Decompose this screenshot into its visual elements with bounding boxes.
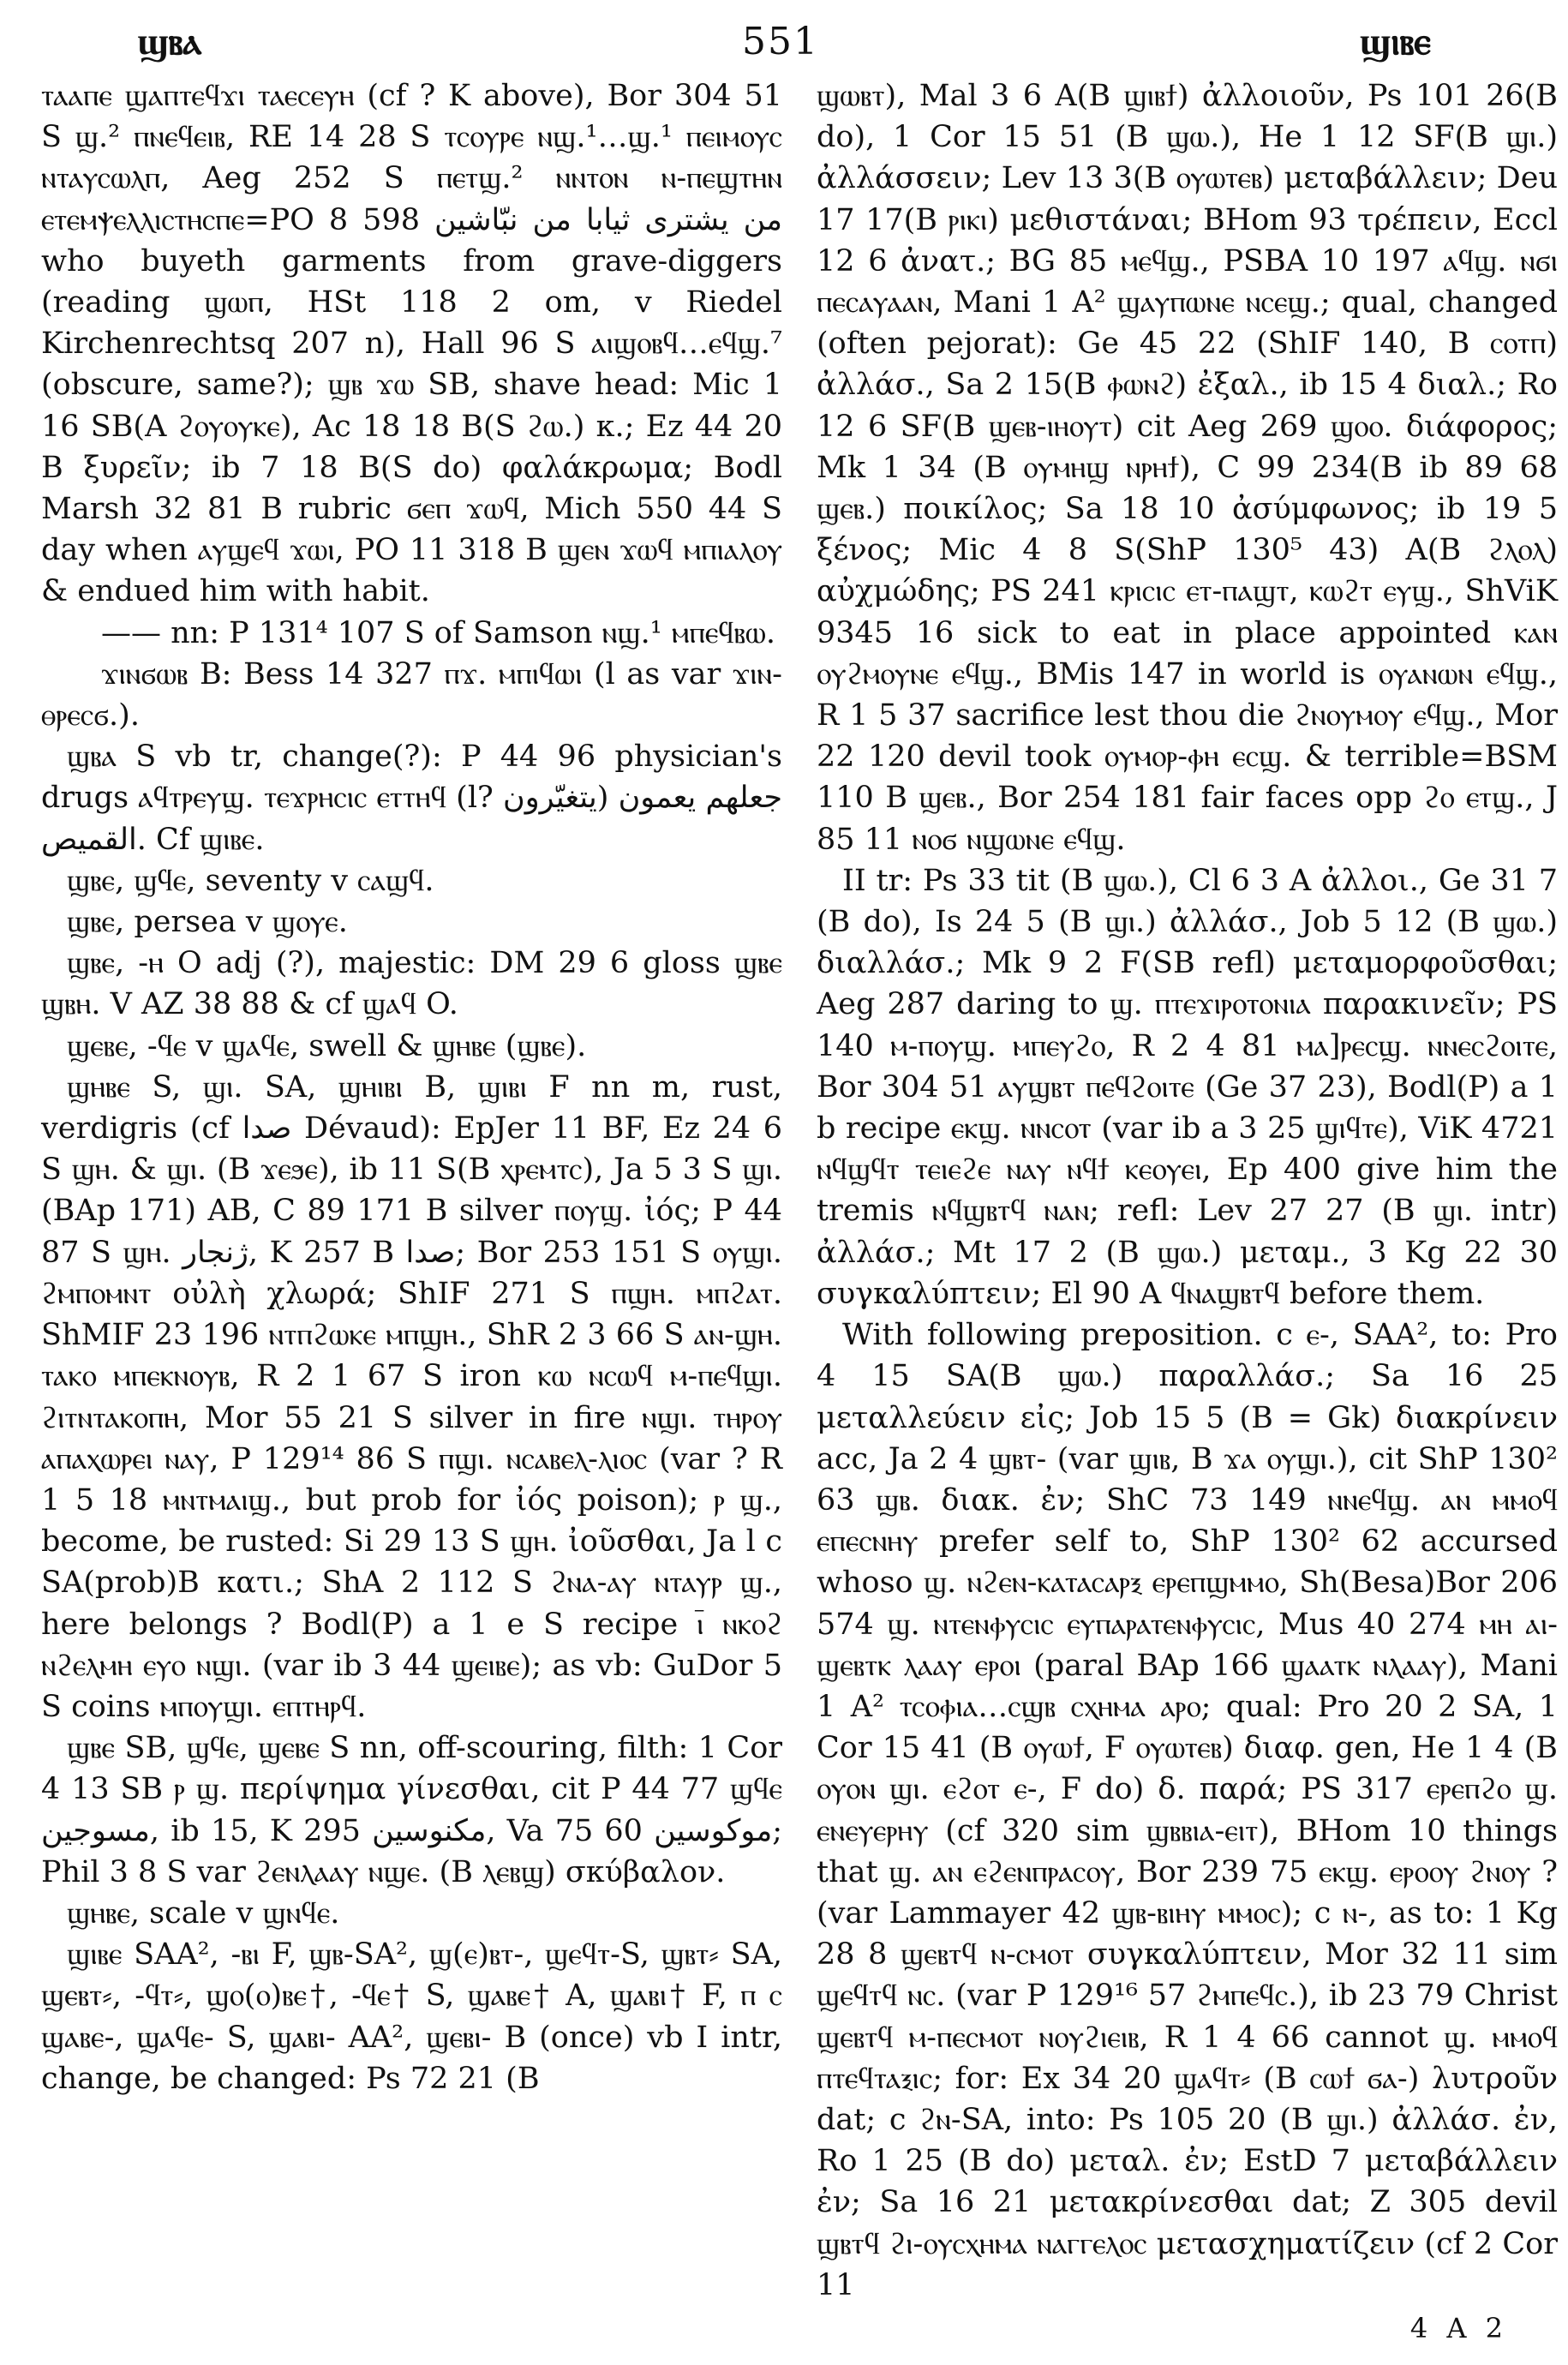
dictionary-entry: ϣⲃⲉ, persea v ϣⲟⲩⲉ. xyxy=(67,905,348,940)
page-number: 551 xyxy=(741,19,819,63)
dictionary-entry: ϣⲉⲃⲉ, -ϥⲉ v ϣⲁϥⲉ, swell & ϣⲏⲃⲉ (ϣⲃⲉ). xyxy=(67,1028,587,1063)
dictionary-entry: ϣⲱⲃⲧ), Mal 3 6 A(B ϣⲓⲃϯ) ἀλλοιοῦν, Ps 101 26(B do), 1 Cor 15 51 (B ϣⲱ.), He 1 12 SF(B ϣⲓ.) ἀλλάσσειν; Lev 13 3(B ⲟⲩⲱⲧⲉⲃ) μεταβάλλειν; Deu 17 17(B ⲣⲓⲕⲓ) μεθιστάναι; BHom 93 τρέπειν, Eccl 12 6 ἀνατ.; BG 85 ⲙⲉϥϣ., PSBA 10 197 ⲁϥϣ. ⲛϭⲓ ⲡⲉⲥⲁⲩⲁⲁⲛ, Mani 1 A² ϣⲁⲩⲡⲱⲛⲉ ⲛⲥⲉϣ.; qual, changed (often pejorat): Ge 45 22 (ShIF 140, B ⲥⲟⲧⲡ) ἀλλάσ., Sa 2 15(B ⲫⲱⲛϩ) ἐξαλ., ib 15 4 διαλ.; Ro 12 6 SF(B ϣⲉⲃ-ⲓⲏⲟⲩⲧ) cit Aeg 269 ϣⲟⲟ. διάφορος; Mk 1 34 (B ⲟⲩⲙⲏϣ ⲛⲣⲏϯ), C 99 234(B ib 89 68 ϣⲉⲃ.) ποικίλος; Sa 18 10 ἀσύμφωνος; ib 19 5 ξένος; Mic 4 8 S(ShP 130⁵ 43) A(B ϩⲗⲟⲗ) αὐχμώδης; PS 241 ⲕⲣⲓⲥⲓⲥ ⲉⲧ-ⲡⲁϣⲧ, ⲕⲱϩⲧ ⲉⲩϣ., ShViK 9345 16 sick to eat in place appointed ⲕⲁⲛ ⲟⲩϩⲙⲟⲩⲛⲉ ⲉϥϣ., BMis 147 in world is ⲟⲩⲁⲛⲱⲛ ⲉϥϣ., R 1 5 37 sacrifice lest thou die ϩⲛⲟⲩⲙⲟⲩ ⲉϥϣ., Mor 22 120 devil took ⲟⲩⲙⲟⲣ-ⲫⲏ ⲉⲥϣ. & terrible=BSM 110 B ϣⲉⲃ., Bor 254 181 fair faces opp ϩⲟ ⲉⲧϣ., J 85 11 ⲛⲟϭ ⲛϣⲱⲛⲉ ⲉϥϣ. xyxy=(817,79,1558,857)
dictionary-entry: ϫⲓⲛϭⲱⲃ B: Bess 14 327 ⲡϫ. ⲙⲡⲓϥⲱⲓ (l as var ϫⲓⲛ-ⲑⲣⲉⲥϭ.). xyxy=(41,656,782,733)
dictionary-entry: ϣⲏⲃⲉ, scale v ϣⲛϥⲉ. xyxy=(67,1895,340,1931)
dictionary-entry: II tr: Ps 33 tit (B ϣⲱ.), Cl 6 3 A ἀλλοι., Ge 31 7 (B do), Is 24 5 (B ϣⲓ.) ἀλλάσ., Job 5 12 (B ϣⲱ.) διαλλάσ.; Mk 9 2 F(SB refl) μεταμορφοῦσθαι; Aeg 287 daring to ϣ. ⲡⲧⲉϫⲓⲣⲟⲧⲟⲛⲓⲁ παρακινεῖν; PS 140 ⲙ-ⲡⲟⲩϣ. ⲙⲡⲉⲩϩⲟ, R 2 4 81 ⲙⲁ]ⲣⲉⲥϣ. ⲛⲛⲉⲥϩⲟⲓⲧⲉ, Bor 304 51 ⲁⲩϣⲃⲧ ⲡⲉϥϩⲟⲓⲧⲉ (Ge 37 23), Bodl(P) a 1 b recipe ⲉⲕϣ. ⲛⲛⲥⲟⲧ (var ib a 3 25 ϣⲓϥⲧⲉ), ViK 4721 ⲛϥϣϥⲧ ⲧⲉⲓⲉϩⲉ ⲛⲁⲩ ⲛϥϯ ⲕⲉⲟⲩⲉⲓ, Ep 400 give him the tremis ⲛϥϣⲃⲧϥ ⲛⲁⲛ; refl: Lev 27 27 (B ϣⲓ. intr) ἀλλάσ.; Mt 17 2 (B ϣⲱ.) μεταμ., 3 Kg 22 30 συγκαλύπτειν; El 90 A ϥⲛⲁϣⲃⲧϥ before them. xyxy=(817,863,1558,1311)
dictionary-entry: ϣⲏⲃⲉ S, ϣⲓ. SA, ϣⲏⲓⲃⲓ B, ϣⲓⲃⲓ F nn m, rust, verdigris (cf صدا Dévaud): EpJer 11 BF, Ez 24 6 S ϣⲏ. & ϣⲓ. (B ϫⲉϧⲉ), ib 11 S(B ⲭⲣⲉⲙⲧⲥ), Ja 5 3 S ϣⲓ. (BAp 171) AB, C 89 171 B silver ⲡⲟⲩϣ. ἰός; P 44 87 S ϣⲏ. ژنجار, K 257 B صدا; Bor 253 151 S ⲟⲩϣⲓ. ϩⲙⲡⲟⲙⲛⲧ οὐλὴ χλωρά; ShIF 271 S ⲡϣⲏ. ⲙⲡϩⲁⲧ. ShMIF 23 196 ⲛⲧⲡϩⲱⲕⲉ ⲙⲡϣⲏ., ShR 2 3 66 S ⲁⲛ-ϣⲏ. ⲧⲁⲕⲟ ⲙⲡⲉⲕⲛⲟⲩⲃ, R 2 1 67 S iron ⲕⲱ ⲛⲥⲱϥ ⲙ-ⲡⲉϥϣⲓ. ϩⲓⲧⲛⲧⲁⲕⲟⲡⲏ, Mor 55 21 S silver in fire ⲛϣⲓ. ⲧⲏⲣⲟⲩ ⲁⲡⲁⲭⲱⲣⲉⲓ ⲛⲁⲩ, P 129¹⁴ 86 S ⲡϣⲓ. ⲛⲥⲁⲃⲉⲗ-ⲗⲓⲟⲥ (var ? R 1 5 18 ⲙⲛⲧⲙⲁⲓϣ., but prob for ἰός poison); ⲣ ϣ., become, be rusted: Si 29 13 S ϣⲏ. ἰοῦσθαι, Ja l c SA(prob)B κατι.; ShA 2 112 S ϩⲛⲁ-ⲁⲩ ⲛⲧⲁⲩⲣ ϣ., here belongs ? Bodl(P) a 1 e S recipe ⲓ̅ ⲛⲕⲟϩ ⲛϩⲉⲗⲙⲏ ⲉⲩⲟ ⲛϣⲓ. (var ib 3 44 ϣⲉⲓⲃⲉ); as vb: GuDor 5 S coins ⲙⲡⲟⲩϣⲓ. ⲉⲡⲧⲏⲣϥ. xyxy=(41,1069,782,1724)
dictionary-entry: ϣⲓⲃⲉ SAA², -ⲃⲓ F, ϣⲃ-SA², ϣ(ⲉ)ⲃⲧ-, ϣⲉϥⲧ-S, ϣⲃⲧ⸗ SA, ϣⲉⲃⲧ⸗, -ϥⲧ⸗, ϣⲟ(ⲟ)ⲃⲉ†, -ϥⲉ† S, ϣⲁⲃⲉ† A, ϣⲁⲃⲓ† F, ⲡ ⲥ ϣⲁⲃⲉ-, ϣⲁϥⲉ- S, ϣⲁⲃⲓ- AA², ϣⲉⲃⲓ- B (once) vb I intr, change, be changed: Ps 72 21 (B xyxy=(41,1937,782,2096)
right-running-headword: ϣⲓⲃⲉ xyxy=(1359,19,1431,63)
dictionary-entry: ϣⲃⲉ, ϣϥⲉ, seventy v ⲥⲁϣϥ. xyxy=(67,863,434,898)
left-column xyxy=(41,75,782,2099)
left-running-headword: ϣⲃⲁ xyxy=(137,19,202,63)
dictionary-entry: ⲧⲁⲁⲡⲉ ϣⲁⲡⲧⲉϥϫⲓ ⲧⲁⲉⲥⲉⲩⲏ (cf ? K above), Bor 304 51 S ϣ.² ⲡⲛⲉϥⲉⲓⲃ, RE 14 28 S ⲧⲥⲟⲩⲣⲉ ⲛϣ.¹…ϣ.¹ ⲡⲉⲓⲙⲟⲩⲥ ⲛⲧⲁⲩⲥⲱⲗⲡ, Aeg 252 S ⲡⲉⲧϣ.² ⲛⲛⲧⲟⲛ ⲛ-ⲡⲉϣⲧⲏⲛ ⲉⲧⲉⲙⲯⲉⲗⲗⲓⲥⲧⲏⲥⲡⲉ=PO 8 598 من يشترى ثيابا من نبّاشين who buyeth garments from grave-diggers (reading ϣⲱⲡ, HSt 118 2 om, v Riedel Kirchenrechtsq 207 n), Hall 96 S ⲁⲓϣⲟⲃϥ…ⲉϥϣ.⁷ (obscure, same?); ϣⲃ ϫⲱ SB, shave head: Mic 1 16 SB(A ϩⲟⲩⲟⲩⲕⲉ), Ac 18 18 B(S ϩⲱ.) κ.; Ez 44 20 B ξυρεῖν; ib 7 18 B(S do) φαλάκρωμα; Bodl Marsh 32 81 B rubric ϭⲉⲡ ϫⲱϥ, Mich 550 44 S day when ⲁⲩϣⲉϥ ϫⲱⲓ, PO 11 318 B ϣⲉⲛ ϫⲱϥ ⲙⲡⲓⲁⲗⲟⲩ & endued him with habit. xyxy=(41,79,782,609)
dictionary-entry: ϣⲃⲉ SB, ϣϥⲉ, ϣⲉⲃⲉ S nn, off-scouring, filth: 1 Cor 4 13 SB ⲣ ϣ. περίψημα γίνεσθαι, cit P 44 77 ϣϥⲉ مسوجين, ib 15, K 295 مكنوسين, Va 75 60 موكوسين; Phil 3 8 S var ϩⲉⲛⲗⲁⲁⲩ ⲛϣⲉ. (B ⲗⲉⲃϣ) σκύβαλον. xyxy=(41,1731,782,1889)
running-header xyxy=(43,15,1525,67)
dictionary-entry: ϣⲃⲁ S vb tr, change(?): P 44 96 physician's drugs ⲁϥⲧⲣⲉⲩϣ. ⲧⲉϫⲣⲏⲥⲓⲥ ⲉⲧⲧⲏϥ (l? يتغيّرون) جعلهم يعمون القميص. Cf ϣⲓⲃⲉ. xyxy=(41,739,782,857)
dictionary-entry: ϣⲃⲉ, -ⲏ O adj (?), majestic: DM 29 6 gloss ϣⲃⲉ ϣⲃⲏ. V AZ 38 88 & cf ϣⲁϥ O. xyxy=(41,946,782,1022)
right-column xyxy=(817,75,1558,2306)
signature-mark: 4 A 2 xyxy=(1409,2312,1508,2344)
dictionary-entry: —— nn: P 131⁴ 107 S of Samson ⲛϣ.¹ ⲙⲡⲉϥⲃⲱ. xyxy=(101,615,775,650)
dictionary-entry: With following preposition. c ⲉ-, SAA², to: Pro 4 15 SA(B ϣⲱ.) παραλλάσ.; Sa 16 25 μεταλλεύειν εἰς; Job 15 5 (B = Gk) διακρίνειν acc, Ja 2 4 ϣⲃⲧ- (var ϣⲓⲃ, B ϫⲁ ⲟⲩϣⲓ.), cit ShP 130² 63 ϣⲃ. διακ. ἐν; ShC 73 149 ⲛⲛⲉϥϣ. ⲁⲛ ⲙⲙⲟϥ ⲉⲡⲉⲥⲛⲏⲩ prefer self to, ShP 130² 62 accursed whoso ϣ. ⲛϩⲉⲛ-ⲕⲁⲧⲁⲥⲁⲣⲝ ⲉⲣⲉⲡϣⲙⲙⲟ, Sh(Besa)Bor 206 574 ϣ. ⲛⲧⲉⲛⲫⲩⲥⲓⲥ ⲉⲩⲡⲁⲣⲁⲧⲉⲛⲫⲩⲥⲓⲥ, Mus 40 274 ⲙⲏ ⲁⲓ-ϣⲉⲃⲧⲕ ⲗⲁⲁⲩ ⲉⲣⲟⲓ (paral BAp 166 ϣⲁⲁⲧⲕ ⲛⲗⲁⲁⲩ), Mani 1 A² ⲧⲥⲟⲫⲓⲁ…ⲥϣⲃ ⲥⲭⲏⲙⲁ ⲁⲣⲟ; qual: Pro 20 2 SA, 1 Cor 15 41 (B ⲟⲩⲱϯ, F ⲟⲩⲱⲧⲉⲃ) διαφ. gen, He 1 4 (B ⲟⲩⲟⲛ ϣⲓ. ⲉϩⲟⲧ ⲉ-, F do) δ. παρά; PS 317 ⲉⲣⲉⲡϩⲟ ϣ. ⲉⲛⲉⲩⲉⲣⲏⲩ (cf 320 sim ϣⲃⲃⲓⲁ-ⲉⲓⲧ), BHom 10 things that ϣ. ⲁⲛ ⲉϩⲉⲛⲡⲣⲁⲥⲟⲩ, Bor 239 75 ⲉⲕϣ. ⲉⲣⲟⲟⲩ ϩⲛⲟⲩ ? (var Lammayer 42 ϣⲃ-ⲃⲓⲏⲩ ⲙⲙⲟⲥ); c ⲛ-, as to: 1 Kg 28 8 ϣⲉⲃⲧϥ ⲛ-ⲥⲙⲟⲧ συγκαλύπτειν, Mor 32 11 sim ϣⲉϥⲧϥ ⲛⲥ. (var P 129¹⁶ 57 ϩⲙⲡⲉϥⲥ.), ib 23 79 Christ ϣⲉⲃⲧϥ ⲙ-ⲡⲉⲥⲙⲟⲧ ⲛⲟⲩϩⲓⲉⲓⲃ, R 1 4 66 cannot ϣ. ⲙⲙⲟϥ ⲡⲧⲉϥⲧⲁⲝⲓⲥ; for: Ex 34 20 ϣⲁϥⲧ⸗ (B ⲥⲱϯ ϭⲁ-) λυτροῦν dat; c ϩⲛ-SA, into: Ps 105 20 (B ϣⲓ.) ἀλλάσ. ἐν, Ro 1 25 (B do) μεταλ. ἐν; EstD 7 μεταβάλλειν ἐν; Sa 16 21 μετακρίνεσθαι dat; Z 305 devil ϣⲃⲧϥ ϩⲓ-ⲟⲩⲥⲭⲏⲙⲁ ⲛⲁⲅⲅⲉⲗⲟⲥ μετασχηματίζειν (cf 2 Cor 11 xyxy=(817,1318,1558,2302)
